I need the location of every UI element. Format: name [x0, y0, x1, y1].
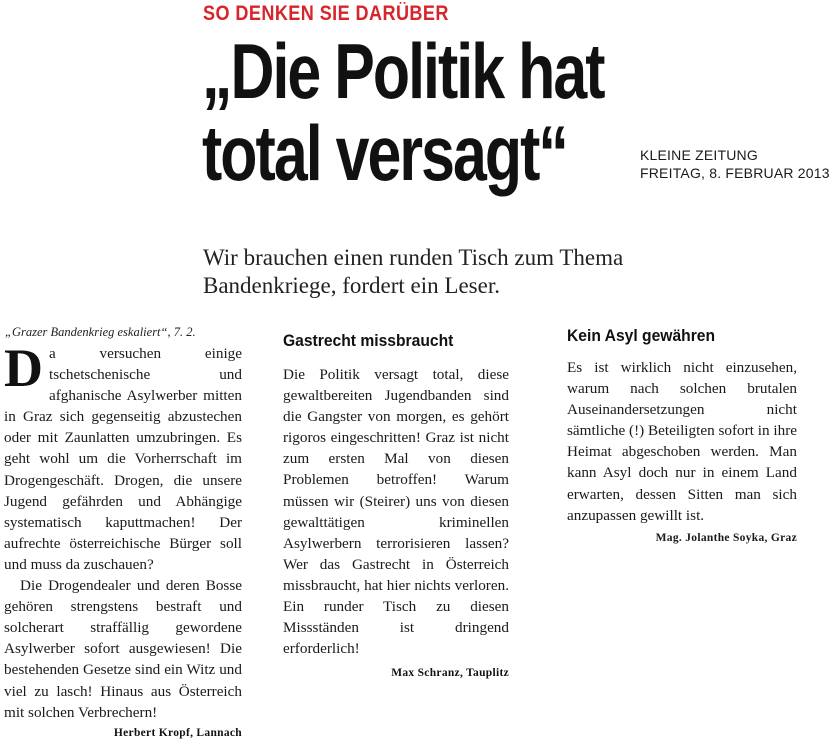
- subheadline-line-1: Wir brauchen einen runden Tisch zum Thema: [203, 245, 624, 270]
- letter-signature: Herbert Kropf, Lannach: [113, 726, 242, 739]
- letter-soyka: [567, 325, 797, 549]
- letter-body-text: Es ist wirklich nicht einzusehen, warum nach solchen brutalen Auseinandersetzungen nicht sämtliche (!) Beteiligten sofort in ihre Heimat abgeschoben werden. Man kann Asyl doch nur in einem Land erwarten, dessen Sitten man sich anzupassen gewillt ist.: [567, 359, 797, 524]
- letter-signature: Max Schranz, Tauplitz: [391, 667, 509, 680]
- headline: [202, 27, 604, 197]
- source-info: [640, 146, 830, 182]
- letter-title: Gastrecht missbraucht: [283, 331, 454, 350]
- headline-line-1: „Die Politik hat: [202, 27, 604, 115]
- headline-line-2: total versagt“: [202, 109, 567, 197]
- letter-body: Die Politik versagt total, diese gewaltbereiten Jugendbanden sind die Gangster von morgen, es gehört rigoros eingeschritten! Graz ist nicht zum ersten Mal von diesen Problemen betroffen! Warum müssen wir (Steirer) uns von diesen gewalttätigen kriminellen Asylwerbern terrorisieren lassen? Wer das Gastrecht in Österreich missbraucht, hat hier nichts verloren. Ein runder Tisch zu diesen Missständen ist dringend erforderlich!: [283, 366, 509, 658]
- letter-kropf: [4, 323, 242, 742]
- article-reference: „Grazer Bandenkrieg eskaliert“, 7. 2.: [5, 325, 196, 339]
- letter-paragraph-2: Die Drogendealer und deren Bosse gehören strengstens bestraft und solcherart straffällig gewordene Asylwerber sofort ausgewiesen! Die bestehenden Gesetze sind ein Witz und viel zu lasch! Hinaus aus Österreich mit solchen Verbrechern!: [4, 577, 242, 721]
- letter-title: Kein Asyl gewähren: [567, 326, 716, 345]
- letter-paragraph-1-text: a versuchen einige tschetschenische und afghanische Asylwerber mitten in Graz sich gegenseitig abzustechen oder mit Zaunlatten umzubringen. Es geht wohl um die Vorherrschaft im Drogengeschäft. Drogen, die unsere Jugend gefährden und Abhängige systematisch kaputtmachen! Der aufrechte österreichische Bürger soll und muss da zuschauen?: [4, 345, 242, 573]
- subheadline: [203, 244, 723, 300]
- publication-name: KLEINE ZEITUNG: [640, 147, 758, 163]
- letter-paragraph-1: [4, 338, 242, 575]
- letter-signature: Mag. Jolanthe Soyka, Graz: [655, 531, 797, 544]
- section-kicker: SO DENKEN SIE DARÜBER: [203, 2, 449, 25]
- letter-schranz: [283, 330, 509, 682]
- publication-date: FREITAG, 8. FEBRUAR 2013: [640, 165, 830, 181]
- letter-body: [567, 357, 797, 544]
- subheadline-line-2: Bandenkriege, fordert ein Leser.: [203, 273, 500, 298]
- drop-cap: D: [4, 338, 43, 398]
